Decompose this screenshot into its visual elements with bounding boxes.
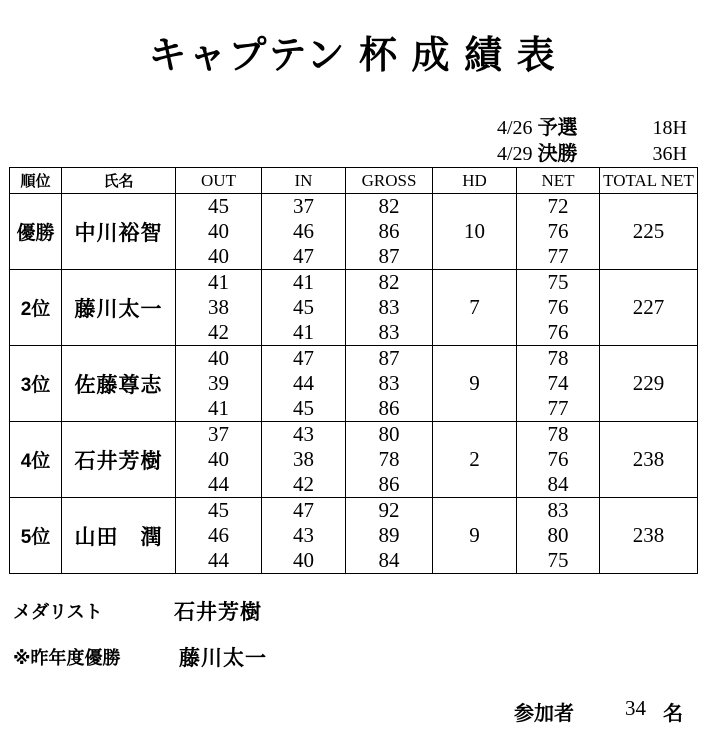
last-year-winner-label: ※昨年度優勝: [13, 648, 121, 668]
player-name-cell: 山田 潤: [62, 498, 176, 574]
participants-label: 参加者: [514, 703, 574, 725]
gross-cell: [346, 422, 433, 498]
gross-cell: [346, 270, 433, 346]
hd-cell: 10: [433, 194, 517, 270]
total-net-cell: 227: [600, 270, 698, 346]
score-line: 84: [547, 472, 569, 496]
medalist-label: メダリスト: [13, 602, 103, 622]
score-line: 86: [378, 396, 400, 420]
score-line: 76: [547, 295, 569, 319]
gross-cell: [346, 498, 433, 574]
score-line: 82: [378, 270, 400, 294]
score-line: 38: [293, 447, 314, 471]
score-line: 40: [293, 548, 314, 572]
score-line: 78: [378, 447, 400, 471]
schedule-block: [497, 111, 687, 163]
in-cell: [262, 498, 346, 574]
total-net-cell: 225: [600, 194, 698, 270]
net-cell: [517, 346, 600, 422]
player-name-cell: 石井芳樹: [62, 422, 176, 498]
schedule-date: 4/29: [497, 143, 533, 165]
score-line: 86: [378, 219, 400, 243]
player-name-cell: 中川裕智: [62, 194, 176, 270]
score-line: 39: [208, 371, 229, 395]
header-rank: 順位: [10, 168, 62, 194]
schedule-left: [497, 137, 578, 166]
score-line: 75: [547, 270, 569, 294]
table-row: [10, 498, 698, 574]
hd-cell: 7: [433, 270, 517, 346]
schedule-holes: 36H: [652, 143, 687, 165]
schedule-line-final: [497, 137, 687, 163]
score-line: 82: [378, 194, 400, 218]
hd-cell: 9: [433, 498, 517, 574]
rank-cell: 3位: [10, 346, 62, 422]
schedule-date: 4/26: [497, 117, 533, 139]
score-line: 72: [547, 194, 569, 218]
schedule-left: [497, 111, 578, 140]
score-line: 45: [208, 194, 229, 218]
rank-cell: 5位: [10, 498, 62, 574]
out-cell: [176, 422, 262, 498]
schedule-line-qualifying: [497, 111, 687, 137]
score-line: 44: [293, 371, 314, 395]
score-line: 44: [208, 472, 229, 496]
score-line: 42: [293, 472, 314, 496]
player-name-cell: 藤川太一: [62, 270, 176, 346]
player-name-cell: 佐藤尊志: [62, 346, 176, 422]
score-line: 42: [208, 320, 229, 344]
score-line: 89: [378, 523, 400, 547]
total-net-cell: 238: [600, 422, 698, 498]
score-line: 76: [547, 320, 569, 344]
in-cell: [262, 194, 346, 270]
gross-cell: [346, 194, 433, 270]
out-cell: [176, 498, 262, 574]
score-line: 45: [293, 396, 314, 420]
rank-cell: 優勝: [10, 194, 62, 270]
score-line: 80: [547, 523, 569, 547]
net-cell: [517, 498, 600, 574]
header-out: OUT: [176, 168, 262, 194]
score-line: 87: [378, 244, 400, 268]
score-line: 86: [378, 472, 400, 496]
score-line: 77: [547, 396, 569, 420]
out-cell: [176, 194, 262, 270]
score-line: 45: [293, 295, 314, 319]
score-line: 46: [208, 523, 229, 547]
score-line: 41: [293, 270, 314, 294]
score-line: 45: [208, 498, 229, 522]
header-hd: HD: [433, 168, 517, 194]
score-line: 76: [547, 219, 569, 243]
score-line: 76: [547, 447, 569, 471]
header-gross: GROSS: [346, 168, 433, 194]
score-line: 80: [378, 422, 400, 446]
table-header-row: [10, 168, 698, 194]
score-line: 84: [378, 548, 400, 572]
hd-cell: 2: [433, 422, 517, 498]
score-line: 74: [547, 371, 569, 395]
gross-cell: [346, 346, 433, 422]
header-net: NET: [517, 168, 600, 194]
net-cell: [517, 422, 600, 498]
score-line: 83: [378, 295, 400, 319]
schedule-stage: 予選: [537, 117, 578, 139]
schedule-stage: 決勝: [537, 143, 578, 165]
score-line: 43: [293, 422, 314, 446]
last-year-winner-name: 藤川太一: [179, 647, 267, 670]
score-line: 83: [378, 320, 400, 344]
participants-count: 34: [625, 696, 646, 720]
score-line: 47: [293, 244, 314, 268]
score-line: 41: [208, 396, 229, 420]
score-line: 87: [378, 346, 400, 370]
in-cell: [262, 422, 346, 498]
total-net-cell: 229: [600, 346, 698, 422]
hd-cell: 9: [433, 346, 517, 422]
total-net-cell: 238: [600, 498, 698, 574]
score-line: 41: [208, 270, 229, 294]
header-total-net: TOTAL NET: [600, 168, 698, 194]
table-row: [10, 194, 698, 270]
table-row: [10, 422, 698, 498]
score-line: 40: [208, 219, 229, 243]
results-table: [9, 167, 698, 574]
score-line: 40: [208, 244, 229, 268]
score-line: 38: [208, 295, 229, 319]
schedule-holes: 18H: [652, 117, 687, 139]
net-cell: [517, 194, 600, 270]
score-line: 78: [547, 346, 569, 370]
score-line: 83: [547, 498, 569, 522]
score-line: 47: [293, 498, 314, 522]
table-row: [10, 270, 698, 346]
net-cell: [517, 270, 600, 346]
score-line: 92: [378, 498, 400, 522]
score-line: 37: [208, 422, 229, 446]
header-in: IN: [262, 168, 346, 194]
score-line: 43: [293, 523, 314, 547]
in-cell: [262, 346, 346, 422]
page-title: キャプテン 杯 成 績 表: [148, 35, 557, 77]
score-line: 83: [378, 371, 400, 395]
score-line: 40: [208, 346, 229, 370]
rank-cell: 4位: [10, 422, 62, 498]
score-line: 40: [208, 447, 229, 471]
score-line: 46: [293, 219, 314, 243]
score-line: 77: [547, 244, 569, 268]
rank-cell: 2位: [10, 270, 62, 346]
score-line: 41: [293, 320, 314, 344]
out-cell: [176, 270, 262, 346]
header-name: 氏名: [62, 168, 176, 194]
score-line: 44: [208, 548, 229, 572]
score-line: 37: [293, 194, 314, 218]
score-line: 78: [547, 422, 569, 446]
participants-unit: 名: [663, 703, 683, 725]
in-cell: [262, 270, 346, 346]
table-row: [10, 346, 698, 422]
medalist-name: 石井芳樹: [174, 601, 262, 624]
score-line: 47: [293, 346, 314, 370]
score-line: 75: [547, 548, 569, 572]
out-cell: [176, 346, 262, 422]
